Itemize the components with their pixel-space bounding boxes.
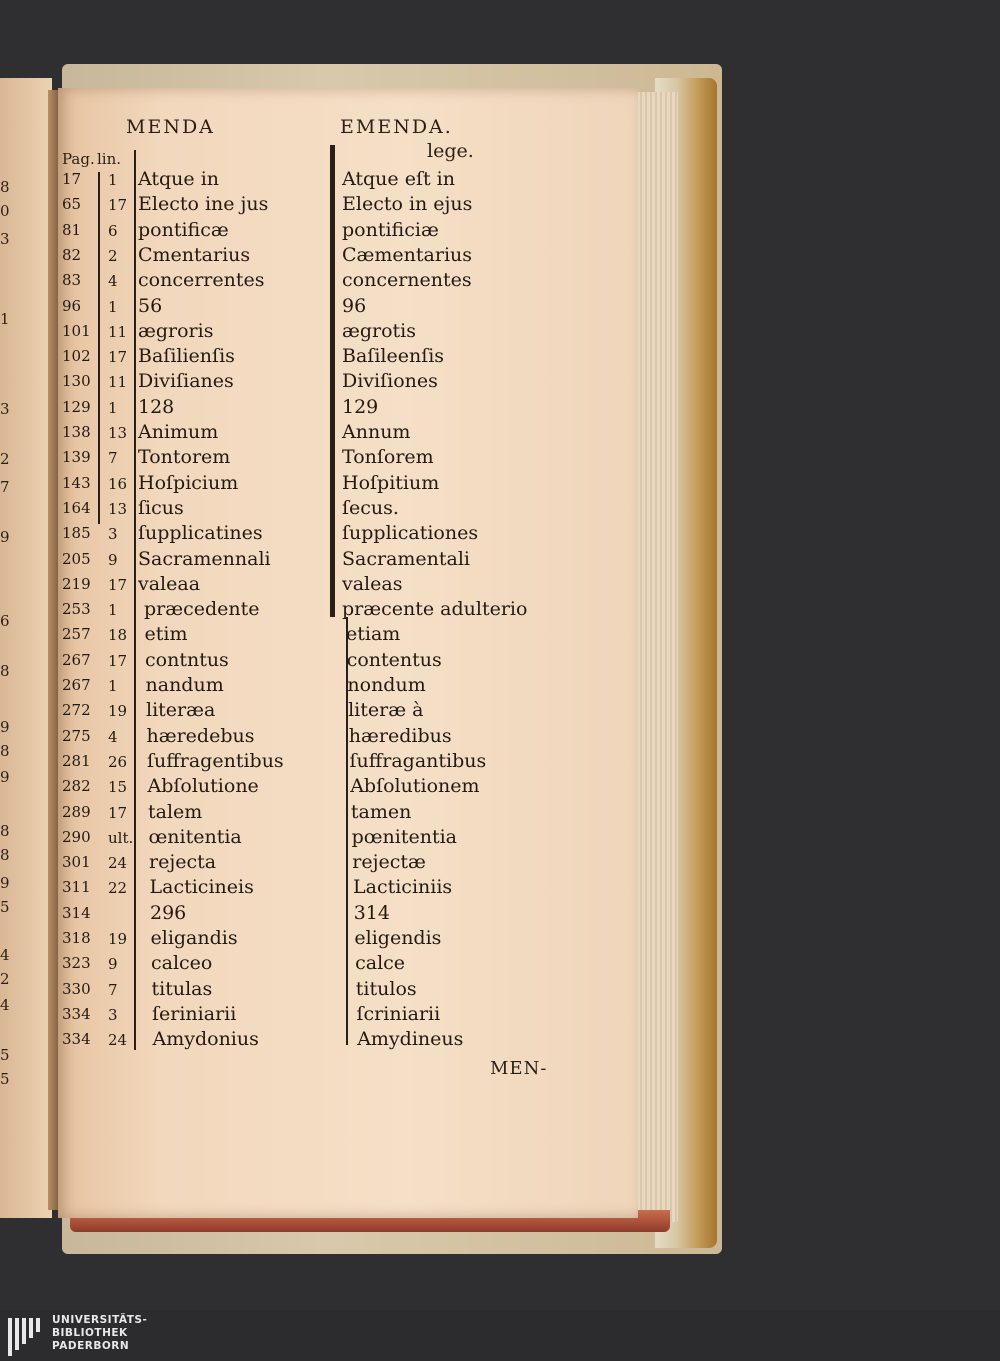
page-column-header: Pag. <box>62 150 95 168</box>
left-page-digit: 9 <box>0 874 10 892</box>
corrected-reading: literæ à <box>348 699 424 722</box>
erroneous-reading: Abſolutione <box>147 775 259 798</box>
corrected-reading: etiam <box>346 623 401 646</box>
line-number: 2 <box>108 246 118 265</box>
page-number: 334 <box>62 1004 91 1023</box>
page-number: 65 <box>62 195 82 214</box>
corrected-reading: Diviſiones <box>342 370 438 393</box>
page-number: 138 <box>62 423 91 441</box>
erroneous-reading: Lacticineis <box>149 876 254 899</box>
left-page-digit: 2 <box>0 970 10 988</box>
page-number: 143 <box>62 473 91 492</box>
left-page-digit: 8 <box>0 822 10 840</box>
left-page-digit: 7 <box>0 478 10 496</box>
page-number: 323 <box>62 954 91 973</box>
erroneous-reading: titulas <box>151 977 213 1000</box>
errata-row <box>0 548 640 573</box>
line-number: 3 <box>108 525 118 544</box>
line-number: 13 <box>108 424 128 442</box>
page-number: 330 <box>62 979 91 998</box>
corrected-reading: præcente adulterio <box>342 598 528 621</box>
corrected-reading: Baſileenſis <box>342 345 445 368</box>
line-number: 17 <box>108 651 128 670</box>
corrected-reading: Abſolutionem <box>350 775 480 798</box>
corrected-reading: Hoſpitium <box>342 471 440 494</box>
left-page-digit: 3 <box>0 230 10 248</box>
page-number: 101 <box>62 321 91 340</box>
page-number: 81 <box>62 220 82 239</box>
corrected-reading: ſecus. <box>342 496 399 519</box>
page-number: 164 <box>62 498 91 517</box>
library-name <box>52 1314 147 1353</box>
erroneous-reading: concerrentes <box>138 269 265 292</box>
corrected-reading: nondum <box>347 674 426 696</box>
corrected-reading: ſcriniarii <box>356 1002 441 1025</box>
errata-row <box>0 775 640 800</box>
line-number: 17 <box>108 575 128 594</box>
library-name-line: UNIVERSITÄTS- <box>52 1314 148 1326</box>
errata-row <box>0 1028 640 1053</box>
line-number: 24 <box>108 1031 128 1050</box>
erroneous-reading: contntus <box>145 648 229 671</box>
errata-row <box>0 370 640 395</box>
line-number: 19 <box>108 702 128 721</box>
left-page-digit: 5 <box>0 1070 10 1088</box>
corrected-reading: 96 <box>342 294 367 317</box>
library-logo-icon <box>8 1318 44 1356</box>
erroneous-reading: 128 <box>138 395 175 418</box>
page-number: 130 <box>62 372 91 391</box>
corrected-reading: Amydineus <box>357 1028 464 1051</box>
errata-row <box>0 876 640 901</box>
erroneous-reading: pontificæ <box>138 218 229 241</box>
erroneous-reading: Sacramennali <box>138 547 271 570</box>
line-number: 26 <box>108 752 128 771</box>
corrected-reading: concernentes <box>342 269 472 292</box>
page-number: 289 <box>62 802 91 821</box>
erroneous-reading: literæa <box>146 699 216 722</box>
corrected-reading: Annum <box>342 421 411 443</box>
errata-row <box>0 345 640 370</box>
left-page-digit: 1 <box>0 310 10 328</box>
left-page-digit: 8 <box>0 846 10 864</box>
corrected-reading: pœnitentia <box>351 825 458 848</box>
erroneous-reading: Electo ine jus <box>138 193 269 216</box>
erroneous-reading: etim <box>144 623 188 646</box>
errata-row <box>0 623 640 648</box>
errata-row <box>0 497 640 522</box>
page-number: 139 <box>62 448 91 467</box>
errata-row <box>0 902 640 927</box>
erroneous-reading: Animum <box>138 421 219 443</box>
errata-row <box>0 598 640 623</box>
line-number: 13 <box>108 499 128 518</box>
left-page-digit: 2 <box>0 450 10 468</box>
corrected-reading: tamen <box>350 800 412 823</box>
page-number: 275 <box>62 726 91 745</box>
errata-row <box>0 750 640 775</box>
left-page-digit: 6 <box>0 612 10 630</box>
line-number: 6 <box>108 221 118 240</box>
errata-row <box>0 522 640 547</box>
errata-row <box>0 674 640 699</box>
page-number: 290 <box>62 827 91 846</box>
line-number: 9 <box>108 955 118 974</box>
line-number: 9 <box>108 550 118 569</box>
errata-row <box>0 573 640 598</box>
line-column-header: lin. <box>97 150 122 168</box>
corrected-reading: ſuffragantibus <box>349 749 487 772</box>
page-number: 318 <box>62 929 91 947</box>
errata-row <box>0 801 640 826</box>
errata-row <box>0 952 640 977</box>
erroneous-reading: calceo <box>151 952 213 975</box>
erroneous-reading: Amydonius <box>152 1028 259 1051</box>
line-number: 11 <box>108 373 128 392</box>
page-number: 83 <box>62 271 82 290</box>
line-number: 1 <box>108 297 118 316</box>
line-number: 1 <box>108 398 118 417</box>
erroneous-reading: Hoſpicium <box>138 471 239 494</box>
left-page-digit: 5 <box>0 1046 10 1064</box>
errata-row <box>0 269 640 294</box>
line-number: ult. <box>108 828 134 847</box>
erroneous-reading: Cmentarius <box>138 243 251 266</box>
page-number: 272 <box>62 701 91 720</box>
corrected-reading: 314 <box>353 901 390 924</box>
erroneous-reading: 296 <box>150 901 187 924</box>
line-number: 16 <box>108 474 128 493</box>
errata-row <box>0 699 640 724</box>
left-page-digit: 3 <box>0 400 10 418</box>
errata-row <box>0 244 640 269</box>
corrected-reading: rejectæ <box>352 851 426 874</box>
line-number: 22 <box>108 879 128 898</box>
left-page-digit: 5 <box>0 898 10 916</box>
lege-label: lege. <box>427 140 474 162</box>
errata-row <box>0 193 640 218</box>
line-number: 4 <box>108 727 118 746</box>
corrected-reading: Atque eſt in <box>342 168 455 190</box>
library-footer <box>0 1310 1000 1361</box>
line-number: 17 <box>108 803 128 822</box>
page-number: 129 <box>62 397 91 416</box>
page-number: 314 <box>62 903 91 922</box>
erroneous-reading: eligandis <box>150 927 238 949</box>
erroneous-reading: ſupplicatines <box>138 522 263 545</box>
corrected-reading: 129 <box>342 395 379 418</box>
page-number: 219 <box>62 574 91 593</box>
erroneous-reading: Tontorem <box>138 446 231 469</box>
page-number: 267 <box>62 676 91 694</box>
errata-row <box>0 219 640 244</box>
line-number: 1 <box>108 677 118 695</box>
line-number: 1 <box>108 601 118 620</box>
page-number: 82 <box>62 245 82 264</box>
left-page-digit: 4 <box>0 946 10 964</box>
line-number: 19 <box>108 930 128 948</box>
left-page-digit: 4 <box>0 996 10 1014</box>
erroneous-reading: ægroris <box>138 319 214 342</box>
page-number: 185 <box>62 524 91 543</box>
corrected-reading: ſupplicationes <box>342 522 479 545</box>
erroneous-reading: œnitentia <box>148 825 242 848</box>
page-number: 205 <box>62 549 91 568</box>
corrected-reading: eligendis <box>354 927 442 949</box>
page-number: 257 <box>62 625 91 644</box>
erroneous-reading: valeaa <box>138 572 201 595</box>
line-number: 4 <box>108 272 118 291</box>
errata-row <box>0 927 640 952</box>
corrected-reading: Cæmentarius <box>342 243 473 266</box>
page-number: 267 <box>62 650 91 669</box>
menda-heading: MENDA <box>126 116 215 138</box>
erroneous-reading: nandum <box>145 674 224 696</box>
errata-row <box>0 1003 640 1028</box>
erroneous-reading: ſicus <box>138 496 184 519</box>
left-page-digit: 8 <box>0 662 10 680</box>
line-number: 7 <box>108 449 118 468</box>
left-page-digit: 9 <box>0 768 10 786</box>
line-number: 18 <box>108 626 128 645</box>
erroneous-reading: Diviſianes <box>138 370 234 393</box>
corrected-reading: titulos <box>355 977 417 1000</box>
line-number: 17 <box>108 196 128 215</box>
errata-row <box>0 649 640 674</box>
errata-row <box>0 320 640 345</box>
page-number: 311 <box>62 878 91 897</box>
errata-row <box>0 978 640 1003</box>
page-number: 17 <box>62 170 82 188</box>
line-number: 3 <box>108 1005 118 1024</box>
line-number: 1 <box>108 171 118 189</box>
page-number: 301 <box>62 853 91 872</box>
left-page-digit: 8 <box>0 178 10 196</box>
corrected-reading: valeas <box>342 572 403 595</box>
line-number: 7 <box>108 980 118 999</box>
corrected-reading: Sacramentali <box>342 547 471 570</box>
erroneous-reading: præcedente <box>144 598 260 621</box>
erroneous-reading: ſeriniarii <box>152 1002 237 1025</box>
erroneous-reading: Atque in <box>138 168 220 190</box>
corrected-reading: calce <box>355 952 406 975</box>
corrected-reading: contentus <box>346 648 442 671</box>
left-page-digit: 9 <box>0 718 10 736</box>
erroneous-reading: hæredebus <box>146 724 255 747</box>
line-number: 17 <box>108 348 128 367</box>
erroneous-reading: ſuffragentibus <box>147 749 284 772</box>
corrected-reading: hæredibus <box>348 724 452 747</box>
line-number: 15 <box>108 778 128 797</box>
left-page-digit: 8 <box>0 742 10 760</box>
page-number: 102 <box>62 347 91 366</box>
corrected-reading: Lacticiniis <box>353 876 453 899</box>
line-number: 11 <box>108 322 128 341</box>
catchword: MEN- <box>490 1058 548 1079</box>
corrected-reading: ægrotis <box>342 319 417 342</box>
left-page-digit: 0 <box>0 202 10 220</box>
page-number: 334 <box>62 1030 91 1049</box>
erroneous-reading: Baſilienſis <box>138 345 235 368</box>
corrected-reading: Tonſorem <box>342 446 434 469</box>
library-name-line: BIBLIOTHEK <box>52 1327 128 1339</box>
errata-row <box>0 396 640 421</box>
erroneous-reading: 56 <box>138 294 163 317</box>
errata-row <box>0 472 640 497</box>
errata-row <box>0 851 640 876</box>
page-number: 281 <box>62 751 91 770</box>
page-number: 282 <box>62 777 91 796</box>
library-name-line: PADERBORN <box>52 1340 130 1352</box>
corrected-reading: Electo in ejus <box>342 193 473 216</box>
corrected-reading: pontificiæ <box>342 218 439 241</box>
errata-row <box>0 295 640 320</box>
page-number: 96 <box>62 296 82 315</box>
left-page-digit: 9 <box>0 528 10 546</box>
erroneous-reading: talem <box>148 800 203 823</box>
emenda-heading: EMENDA. <box>340 116 453 138</box>
errata-row <box>0 826 640 851</box>
errata-row <box>0 421 640 446</box>
erroneous-reading: rejecta <box>149 851 217 874</box>
line-number: 24 <box>108 854 128 873</box>
errata-row <box>0 725 640 750</box>
page-number: 253 <box>62 600 91 619</box>
errata-row <box>0 446 640 471</box>
errata-row <box>0 168 640 193</box>
